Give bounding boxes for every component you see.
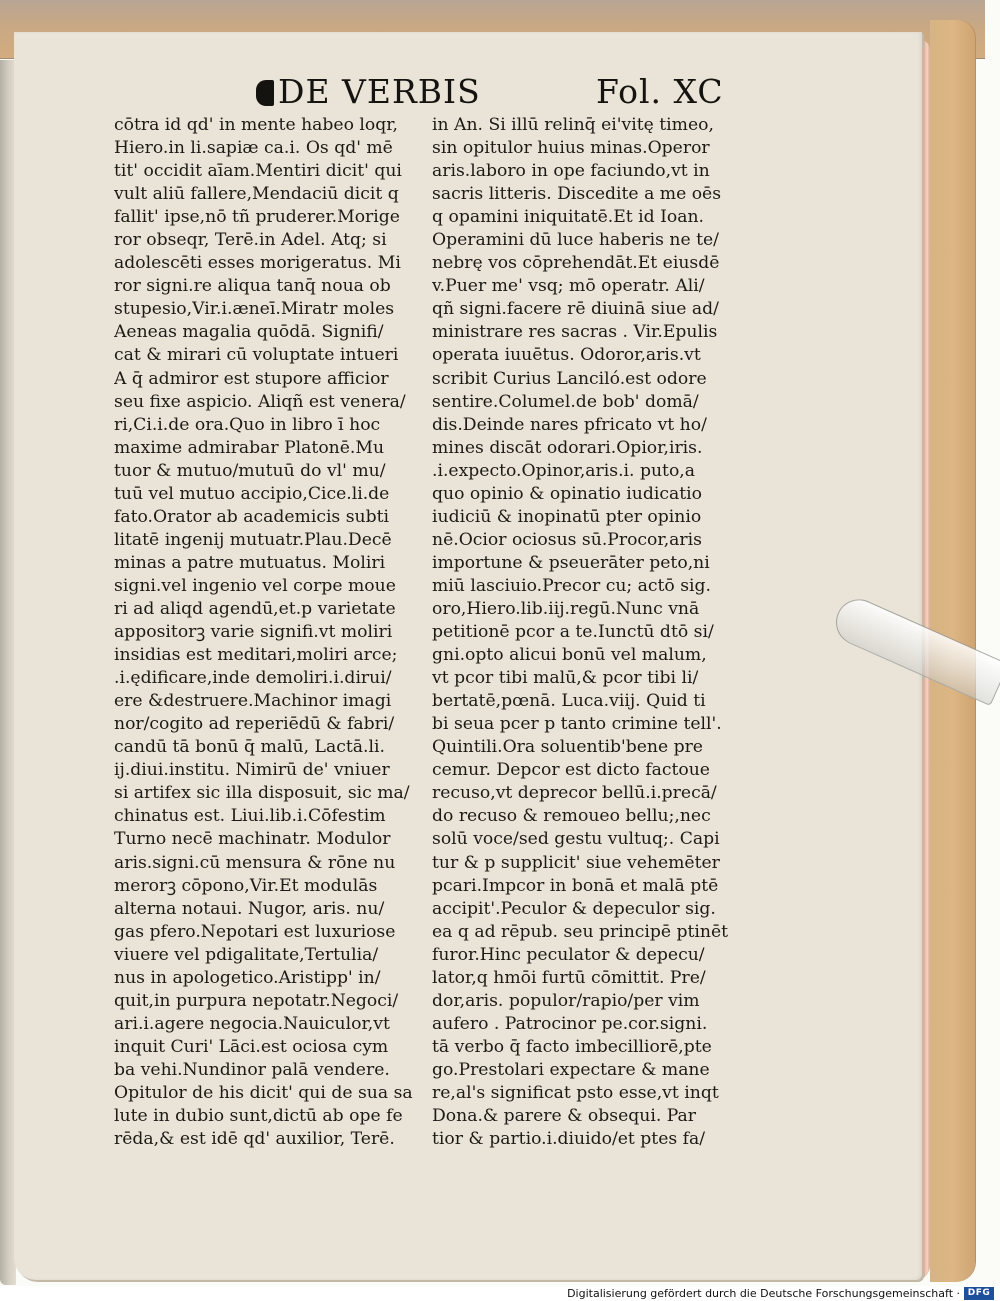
dfg-logo: DFG: [964, 1287, 994, 1300]
text-line: Turno necē machinatr. Modulor: [114, 829, 391, 850]
text-line: ri ad aliqd agendū,et.p varietate: [114, 598, 396, 619]
right-column-lines: [432, 114, 737, 1151]
text-line: ij.diui.institu. Nimirū de' vniuer: [114, 760, 390, 781]
footer-bar: [0, 1286, 1000, 1301]
text-line: viuere vel pdigalitate,Tertulia/: [114, 944, 379, 965]
text-line: litatē ingenij mutuatr.Plau.Decē: [114, 529, 392, 550]
text-line: ea q ad rēpub. seu principē ptinēt: [432, 921, 729, 942]
text-line: quo opinio & opinatio iudicatio: [432, 483, 702, 504]
text-line: aris.signi.cū mensura & rōne nu: [114, 852, 396, 873]
text-line: vt pcor tibi malū,& pcor tibi li/: [432, 668, 699, 689]
text-line: ministrare res sacras . Vir.Epulis: [432, 322, 718, 343]
text-line: ri,Ci.i.de ora.Quo in libro ī hoc: [114, 414, 381, 435]
text-line: furor.Hinc peculator & depecu/: [432, 944, 705, 965]
text-line: tuor & mutuo/mutuū do vl' mu/: [114, 460, 386, 481]
text-line: tur & p supplicit' siue vehemēter: [432, 852, 720, 873]
text-line: Dona.& parere & obsequi. Par: [432, 1106, 697, 1127]
text-line: qñ signi.facere rē diuinā siue ad/: [432, 299, 719, 320]
text-line: appositorꝫ varie signifi.vt moliri: [114, 622, 393, 643]
text-line: ror signi.re aliqua tanq̄ noua ob: [114, 276, 391, 297]
text-line: .i.expecto.Opinor,aris.i. puto,a: [432, 460, 696, 481]
text-line: cat & mirari cū voluptate intueri: [114, 345, 399, 366]
text-line: ari.i.agere negocia.Nauiculor,vt: [114, 1013, 390, 1034]
folio-number: Fol. XC: [596, 72, 724, 111]
text-line: Opitulor de his dicit' qui de sua sa: [114, 1082, 413, 1103]
text-line: do recuso & remoueo bellu;,nec: [432, 806, 711, 827]
text-line: signi.vel ingenio vel corpe moue: [114, 575, 396, 596]
text-line: bertatē,pœnā. Luca.viij. Quid ti: [432, 691, 706, 712]
text-line: nor/cogito ad reperiēdū & fabri/: [114, 714, 395, 735]
text-line: aufero . Patrocinor pe.cor.signi.: [432, 1013, 708, 1034]
text-line: nebrę vos cōprehendāt.Et eiusdē: [432, 253, 720, 274]
text-line: ere &destruere.Machinor imagi: [114, 691, 392, 712]
text-line: tit' occidit aīam.Mentiri dicit' qui: [114, 161, 402, 182]
text-line: adolescēti esses morigeratus. Mi: [114, 253, 401, 274]
text-line: insidias est meditari,moliri arce;: [114, 645, 398, 666]
text-line: Aeneas magalia quōdā. Signifi/: [114, 322, 384, 343]
text-line: lator,q hmōi furtū cōmittit. Pre/: [432, 967, 706, 988]
text-line: Hiero.in li.sapiæ ca.i. Os qd' mē: [114, 138, 393, 159]
text-line: maxime admirabar Platonē.Mu: [114, 437, 385, 458]
text-line: candū tā bonū q̄ malū, Lactā.li.: [114, 737, 385, 758]
text-line: scribit Curius Lanciló.est odore: [432, 368, 707, 389]
text-column-left: [114, 114, 432, 1151]
text-line: A q̄ admiror est stupore afficior: [114, 368, 389, 389]
running-head: [256, 72, 481, 111]
text-line: sacris litteris. Discedite a me oēs: [432, 184, 722, 205]
text-line: re,al's significat psto esse,vt inqt: [432, 1082, 719, 1103]
text-line: alterna notaui. Nugor, aris. nu/: [114, 898, 385, 919]
text-line: operata iuuētus. Odoror,aris.vt: [432, 345, 701, 366]
footer-credit: Digitalisierung gefördert durch die Deutsche Forschungsgemeinschaft ·: [567, 1287, 960, 1300]
text-line: fato.Orator ab academicis subti: [114, 506, 390, 527]
text-line: petitionē pcor a te.Iunctū dtō si/: [432, 622, 714, 643]
text-line: chinatus est. Liui.lib.i.Cōfestim: [114, 806, 386, 827]
text-line: .i.ędificare,inde demoliri.i.dirui/: [114, 668, 392, 689]
text-line: inquit Curi' Lāci.est ociosa cym: [114, 1036, 389, 1057]
text-line: v.Puer me' vsq; mō operatr. Ali/: [432, 276, 705, 297]
text-line: Quintili.Ora soluentib'bene pre: [432, 737, 703, 758]
text-line: vult aliū fallere,Mendaciū dicit q: [114, 184, 399, 205]
text-line: pcari.Impcor in bonā et malā ptē: [432, 875, 719, 896]
text-line: sentire.Columel.de bob' domā/: [432, 391, 699, 412]
text-line: solū voce/sed gestu vultuq;. Capi: [432, 829, 720, 850]
text-line: oro,Hiero.lib.iij.regū.Nunc vnā: [432, 598, 700, 619]
text-line: cemur. Depcor est dicto factoue: [432, 760, 710, 781]
left-column-lines: [114, 114, 432, 1151]
text-line: accipit'.Peculor & depeculor sig.: [432, 898, 716, 919]
text-line: stupesio,Vir.i.æneī.Miratr moles: [114, 299, 395, 320]
text-line: go.Prestolari expectare & mane: [432, 1059, 710, 1080]
text-line: fallit' ipse,nō tñ pruderer.Morige: [114, 207, 400, 228]
text-column-right: [432, 114, 737, 1151]
text-line: lute in dubio sunt,dictū ab ope fe: [114, 1106, 403, 1127]
text-line: tā verbo q̄ facto imbecilliorē,pte: [432, 1036, 712, 1057]
text-line: dor,aris. populor/rapio/per vim: [432, 990, 700, 1011]
text-line: ba vehi.Nundinor palā vendere.: [114, 1059, 390, 1080]
text-line: bi seua pcer p tanto crimine tell'.: [432, 714, 722, 735]
text-line: si artifex sic illa disposuit, sic ma/: [114, 783, 410, 804]
text-line: dis.Deinde nares pfricato vt ho/: [432, 414, 707, 435]
text-line: rēda,& est idē qd' auxilior, Terē.: [114, 1129, 395, 1150]
text-line: gni.opto alicui bonū vel malum,: [432, 645, 707, 666]
text-line: ror obseqr, Terē.in Adel. Atq; si: [114, 230, 387, 251]
text-line: tuū vel mutuo accipio,Cice.li.de: [114, 483, 390, 504]
text-line: cōtra id qd' in mente habeo loqr,: [114, 115, 399, 135]
text-line: minas a patre mutuatus. Moliri: [114, 552, 386, 573]
text-line: gas pfero.Nepotari est luxuriose: [114, 921, 396, 942]
text-line: aris.laboro in ope faciundo,vt in: [432, 161, 710, 182]
running-head-text: DE VERBIS: [278, 72, 481, 111]
pilcrow-mark: [256, 80, 274, 106]
text-line: quit,in purpura nepotatr.Negoci/: [114, 990, 399, 1011]
text-line: sin opitulor huius minas.Operor: [432, 138, 710, 159]
text-line: Operamini dū luce haberis ne te/: [432, 230, 719, 251]
text-line: nē.Ocior ociosus sū.Procor,aris: [432, 529, 702, 550]
text-line: seu fixe aspicio. Aliqñ est venera/: [114, 391, 406, 412]
text-line: recuso,vt deprecor bellū.i.precā/: [432, 783, 717, 804]
text-line: miū lasciuio.Precor cu; actō sig.: [432, 575, 712, 596]
text-line: mines discāt odorari.Opior,iris.: [432, 437, 703, 458]
text-line: merorꝫ cōpono,Vir.Et modulās: [114, 875, 378, 896]
text-line: in An. Si illū relinq̄ ei'vitę timeo,: [432, 115, 714, 135]
text-line: tior & partio.i.diuido/et ptes fa/: [432, 1129, 706, 1150]
text-line: iudiciū & inopinatū pter opinio: [432, 506, 702, 527]
text-line: q opamini iniquitatē.Et id Ioan.: [432, 207, 705, 228]
text-line: importune & pseuerāter peto,ni: [432, 552, 710, 573]
text-line: nus in apologetico.Aristipp' in/: [114, 967, 381, 988]
